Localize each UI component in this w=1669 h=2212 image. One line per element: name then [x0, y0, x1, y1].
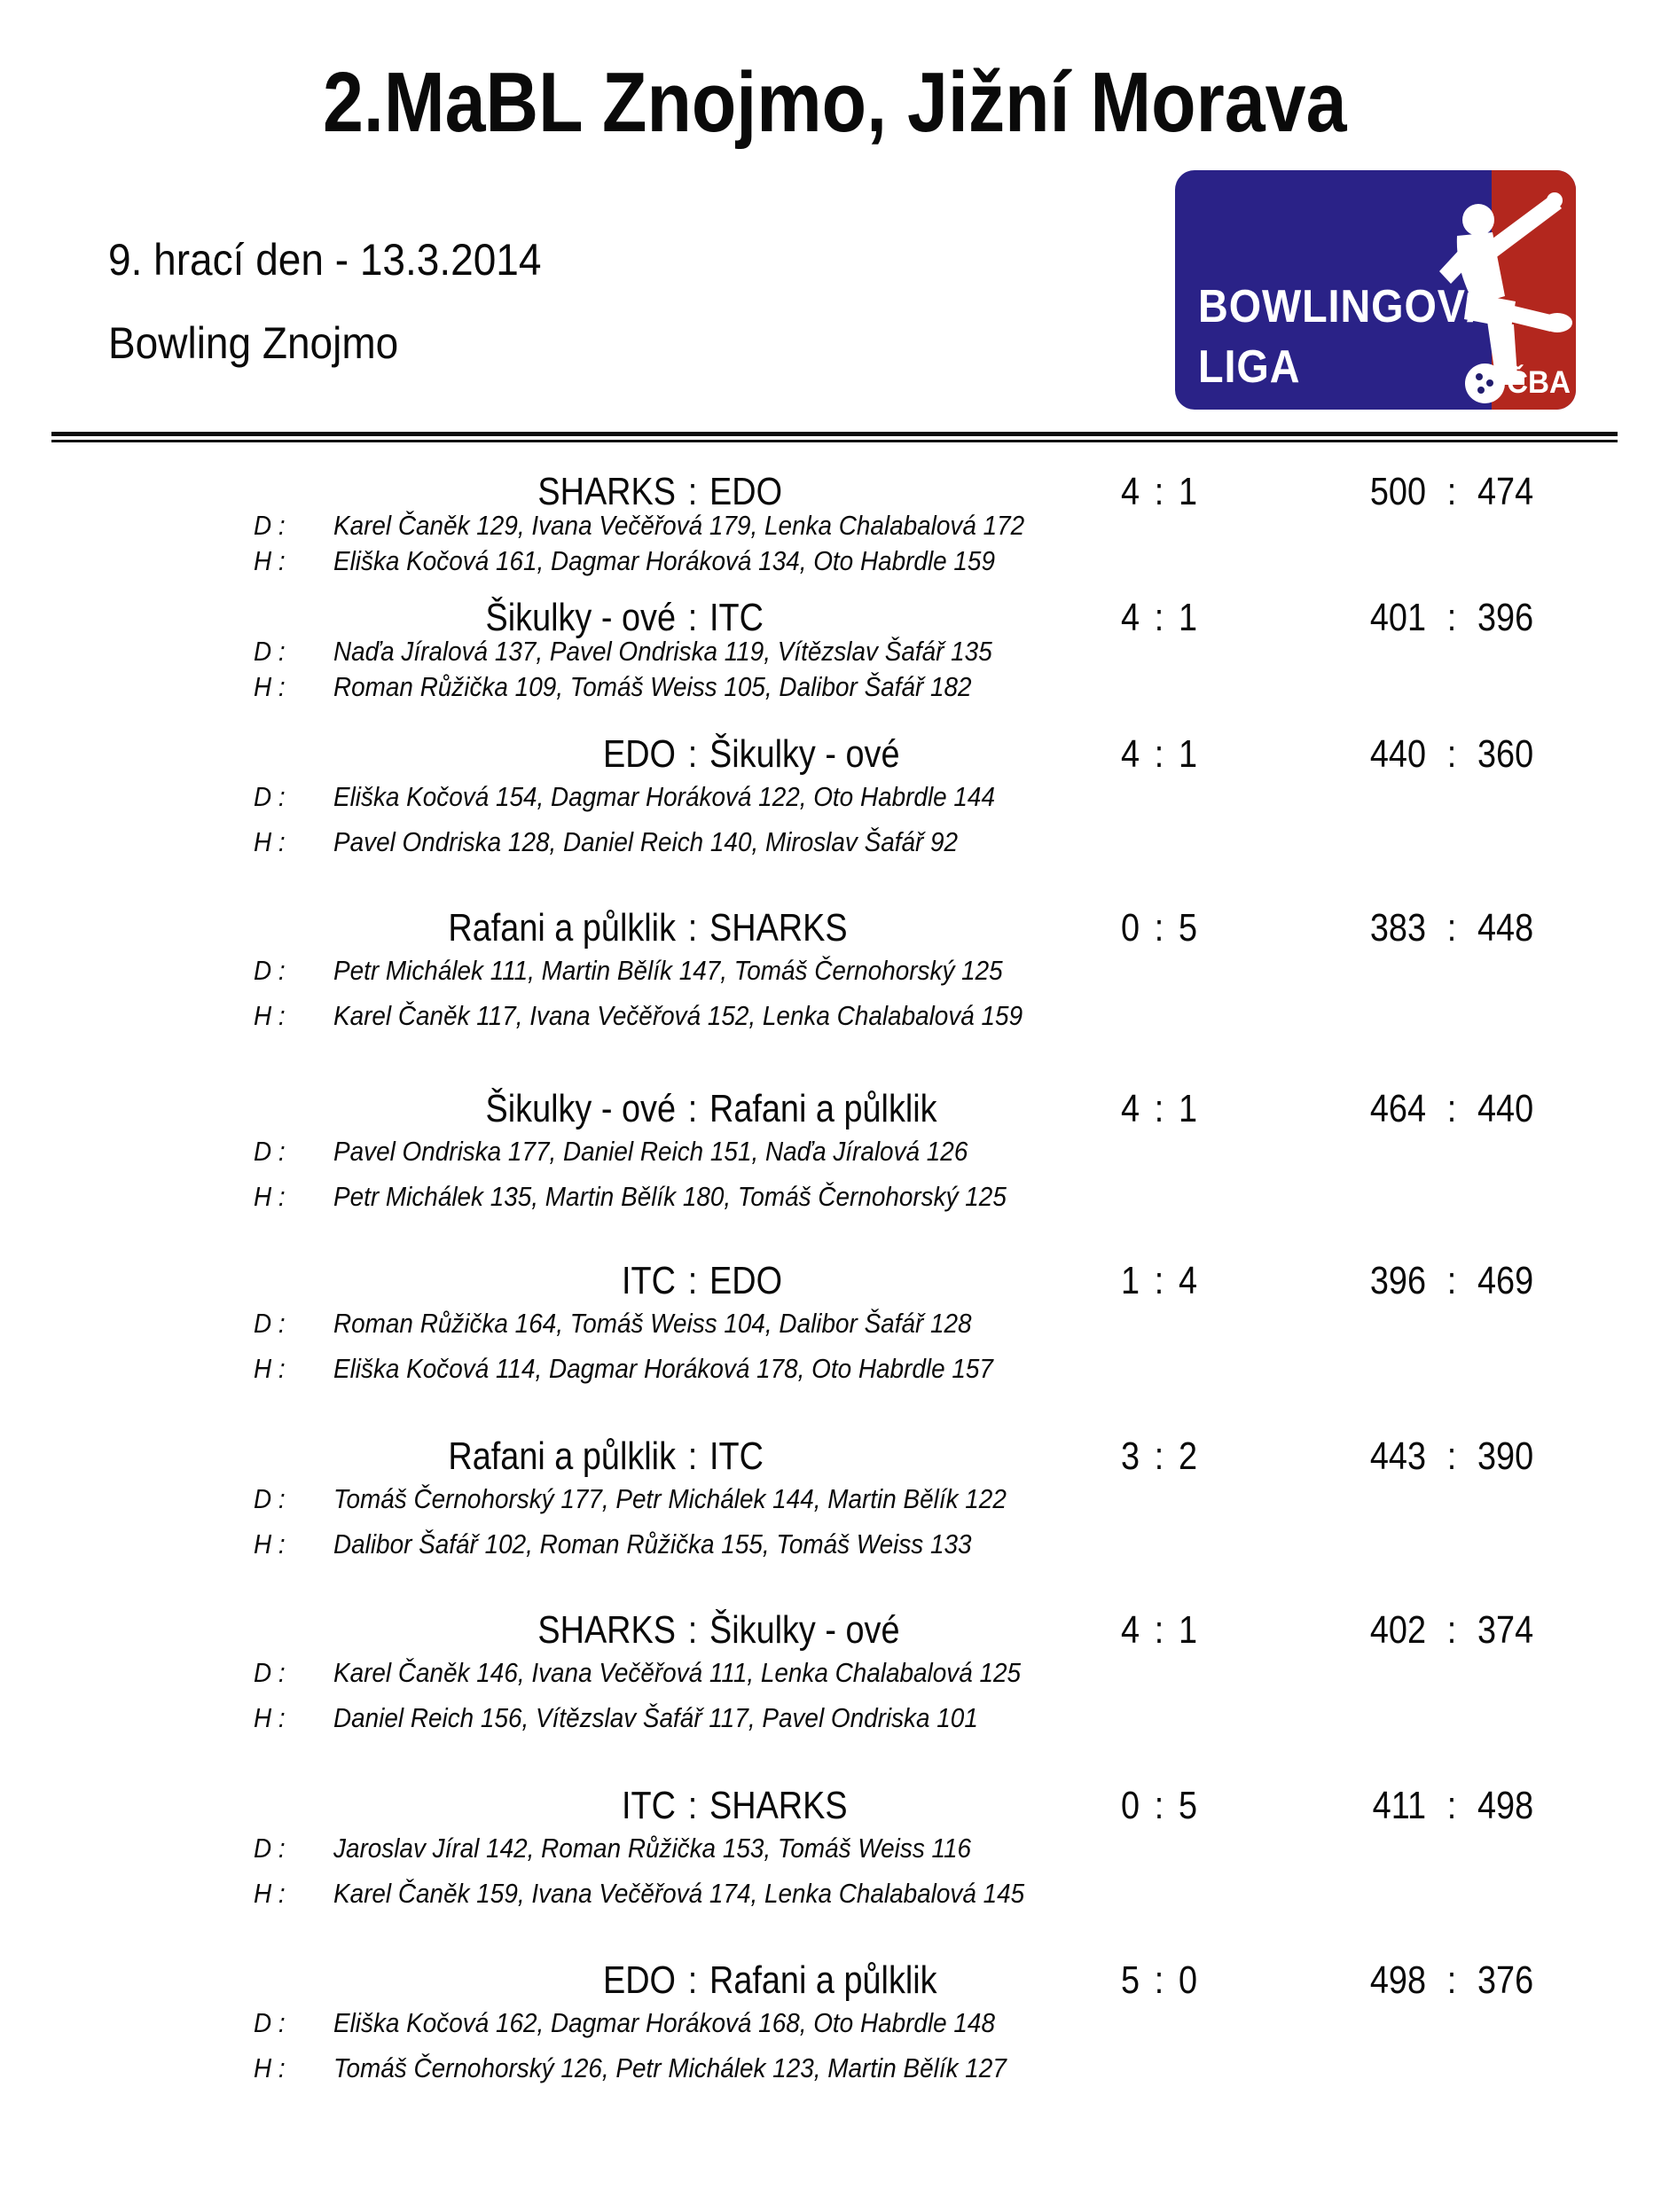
lineup-label-h: H :: [254, 1353, 286, 1384]
sets-away: 1: [1179, 1087, 1198, 1130]
lineup-players-h: Karel Čaněk 117, Ivana Večěřová 152, Lenka Chalabalová 159: [333, 1000, 1023, 1031]
lineup-label-d: D :: [254, 1483, 286, 1514]
lineup-players-h: Eliška Kočová 161, Dagmar Horáková 134, Oto Habrdle 159: [333, 545, 995, 576]
lineup-players-h: Tomáš Černohorský 126, Petr Michálek 123, Martin Bělík 127: [333, 2052, 1007, 2083]
pins-away: 448: [1477, 906, 1534, 950]
match-title-row: [0, 470, 1669, 514]
lineup-label-h: H :: [254, 1181, 286, 1212]
lineup-label-d: D :: [254, 1657, 286, 1688]
sets-home: 4: [1120, 596, 1140, 639]
match-title-row: [0, 906, 1669, 950]
lineup-players-h: Eliška Kočová 114, Dagmar Horáková 178, Oto Habrdle 157: [333, 1353, 993, 1384]
pins-home: 402: [1369, 1608, 1426, 1652]
sets-colon: :: [1154, 470, 1164, 513]
away-team-name: EDO: [709, 1259, 783, 1302]
lineup-players-h: Dalibor Šafář 102, Roman Růžička 155, Tomáš Weiss 133: [333, 1528, 972, 1559]
subtitle-playday-text: 9. hrací den - 13.3.2014: [108, 235, 542, 285]
match-title-row: [0, 1434, 1669, 1479]
pins-colon: :: [1446, 1784, 1457, 1827]
team-colon: :: [687, 1784, 698, 1827]
lineup-players-d: Tomáš Černohorský 177, Petr Michálek 144, Martin Bělík 122: [333, 1483, 1007, 1514]
sets-colon: :: [1154, 1608, 1164, 1652]
lineup-players-d: Jaroslav Jíral 142, Roman Růžička 153, Tomáš Weiss 116: [333, 1833, 972, 1864]
lineup-label-h: H :: [254, 1000, 286, 1031]
lineup-label-h: H :: [254, 545, 286, 576]
pins-home: 443: [1369, 1434, 1426, 1478]
match-title-row: [0, 1087, 1669, 1131]
team-colon: :: [687, 1958, 698, 2002]
match-title-row: [0, 1608, 1669, 1653]
pins-away: 498: [1477, 1784, 1534, 1827]
sets-away: 1: [1179, 470, 1198, 513]
sets-colon: :: [1154, 1259, 1164, 1302]
subtitle-venue-text: Bowling Znojmo: [108, 318, 399, 368]
lineup-players-d: Karel Čaněk 146, Ivana Večěřová 111, Lenka Chalabalová 125: [333, 1657, 1022, 1688]
home-team-name: ITC: [622, 1259, 676, 1302]
lineup-players-d: Petr Michálek 111, Martin Bělík 147, Tomáš Černohorský 125: [333, 955, 1003, 986]
sets-away: 0: [1179, 1958, 1198, 2002]
pins-home: 440: [1369, 732, 1426, 776]
cba-badge: ČBA: [1507, 365, 1571, 400]
match-title-row: [0, 1784, 1669, 1828]
pins-away: 440: [1477, 1087, 1534, 1130]
home-team-name: Rafani a půlklik: [448, 906, 676, 950]
team-colon: :: [687, 1608, 698, 1652]
pins-colon: :: [1446, 1434, 1457, 1478]
pins-away: 396: [1477, 596, 1534, 639]
away-team-name: Rafani a půlklik: [709, 1958, 937, 2002]
sets-colon: :: [1154, 732, 1164, 776]
home-team-name: EDO: [602, 732, 676, 776]
lineup-label-d: D :: [254, 510, 286, 541]
home-team-name: SHARKS: [537, 1608, 676, 1652]
sets-away: 5: [1179, 1784, 1198, 1827]
logo-wordmark-line2: LIGA: [1198, 341, 1301, 393]
lineup-label-h: H :: [254, 1702, 286, 1733]
lineup-players-d: Pavel Ondriska 177, Daniel Reich 151, Naďa Jíralová 126: [333, 1136, 968, 1167]
away-team-name: Rafani a půlklik: [709, 1087, 937, 1130]
match-title-row: [0, 1958, 1669, 2003]
pins-away: 474: [1477, 470, 1534, 513]
sets-colon: :: [1154, 1784, 1164, 1827]
pins-home: 464: [1369, 1087, 1426, 1130]
pins-colon: :: [1446, 596, 1457, 639]
match-row: [0, 1259, 1669, 1410]
home-team-name: Šikulky - ové: [485, 596, 676, 639]
team-colon: :: [687, 1259, 698, 1302]
pins-colon: :: [1446, 1259, 1457, 1302]
sets-home: 3: [1120, 1434, 1140, 1478]
sets-away: 1: [1179, 732, 1198, 776]
away-team-name: SHARKS: [709, 1784, 848, 1827]
away-team-name: Šikulky - ové: [709, 732, 900, 776]
match-row: [0, 596, 1669, 746]
sets-colon: :: [1154, 1958, 1164, 2002]
sets-away: 1: [1179, 596, 1198, 639]
pins-colon: :: [1446, 1958, 1457, 2002]
away-team-name: Šikulky - ové: [709, 1608, 900, 1652]
lineup-label-h: H :: [254, 826, 286, 857]
pins-home: 383: [1369, 906, 1426, 950]
lineup-label-h: H :: [254, 2052, 286, 2083]
match-title-row: [0, 732, 1669, 777]
team-colon: :: [687, 732, 698, 776]
lineup-players-d: Naďa Jíralová 137, Pavel Ondriska 119, Vítězslav Šafář 135: [333, 636, 992, 667]
pins-colon: :: [1446, 732, 1457, 776]
match-title-row: [0, 596, 1669, 640]
sets-colon: :: [1154, 1087, 1164, 1130]
lineup-label-d: D :: [254, 781, 286, 812]
logo-wordmark-line1: BOWLINGOVÁ: [1198, 281, 1497, 332]
lineup-players-h: Roman Růžička 109, Tomáš Weiss 105, Dalibor Šafář 182: [333, 671, 972, 702]
sets-home: 4: [1120, 470, 1140, 513]
pins-away: 469: [1477, 1259, 1534, 1302]
sets-home: 1: [1120, 1259, 1140, 1302]
pins-home: 500: [1369, 470, 1426, 513]
lineup-players-h: Daniel Reich 156, Vítězslav Šafář 117, Pavel Ondriska 101: [333, 1702, 978, 1733]
pins-away: 376: [1477, 1958, 1534, 2002]
match-row: [0, 1784, 1669, 1935]
lineup-players-d: Karel Čaněk 129, Ivana Večěřová 179, Lenka Chalabalová 172: [333, 510, 1025, 541]
lineup-players-h: Pavel Ondriska 128, Daniel Reich 140, Miroslav Šafář 92: [333, 826, 959, 857]
lineup-label-d: D :: [254, 1833, 286, 1864]
team-colon: :: [687, 470, 698, 513]
team-colon: :: [687, 1434, 698, 1478]
home-team-name: SHARKS: [537, 470, 676, 513]
sets-home: 4: [1120, 732, 1140, 776]
pins-colon: :: [1446, 1608, 1457, 1652]
lineup-players-d: Eliška Kočová 162, Dagmar Horáková 168, Oto Habrdle 148: [333, 2007, 995, 2038]
home-team-name: EDO: [602, 1958, 676, 2002]
sets-away: 1: [1179, 1608, 1198, 1652]
sets-home: 4: [1120, 1608, 1140, 1652]
match-row: [0, 1087, 1669, 1238]
home-team-name: Šikulky - ové: [485, 1087, 676, 1130]
lineup-label-d: D :: [254, 2007, 286, 2038]
sets-colon: :: [1154, 906, 1164, 950]
lineup-label-d: D :: [254, 1136, 286, 1167]
lineup-players-d: Eliška Kočová 154, Dagmar Horáková 122, Oto Habrdle 144: [333, 781, 995, 812]
away-team-name: SHARKS: [709, 906, 848, 950]
pins-home: 498: [1369, 1958, 1426, 2002]
lineup-label-h: H :: [254, 671, 286, 702]
sets-away: 4: [1179, 1259, 1198, 1302]
pins-colon: :: [1446, 906, 1457, 950]
lineup-players-h: Petr Michálek 135, Martin Bělík 180, Tomáš Černohorský 125: [333, 1181, 1007, 1212]
team-colon: :: [687, 906, 698, 950]
match-row: [0, 906, 1669, 1057]
pins-home: 411: [1372, 1784, 1426, 1827]
lineup-label-d: D :: [254, 1308, 286, 1339]
home-team-name: Rafani a půlklik: [448, 1434, 676, 1478]
pins-home: 401: [1369, 596, 1426, 639]
match-title-row: [0, 1259, 1669, 1303]
lineup-label-d: D :: [254, 636, 286, 667]
away-team-name: ITC: [709, 596, 764, 639]
pins-colon: :: [1446, 470, 1457, 513]
pins-away: 390: [1477, 1434, 1534, 1478]
match-row: [0, 1434, 1669, 1585]
sets-colon: :: [1154, 1434, 1164, 1478]
sets-home: 0: [1120, 1784, 1140, 1827]
page-title-text: 2.MaBL Znojmo, Jižní Morava: [322, 55, 1347, 150]
match-row: [0, 1608, 1669, 1759]
pins-colon: :: [1446, 1087, 1457, 1130]
away-team-name: ITC: [709, 1434, 764, 1478]
pins-home: 396: [1369, 1259, 1426, 1302]
team-colon: :: [687, 1087, 698, 1130]
lineup-label-h: H :: [254, 1528, 286, 1559]
sets-home: 4: [1120, 1087, 1140, 1130]
lineup-label-h: H :: [254, 1878, 286, 1909]
sets-colon: :: [1154, 596, 1164, 639]
sets-away: 5: [1179, 906, 1198, 950]
sets-away: 2: [1179, 1434, 1198, 1478]
away-team-name: EDO: [709, 470, 783, 513]
match-row: [0, 1958, 1669, 2109]
sets-home: 5: [1120, 1958, 1140, 2002]
lineup-label-d: D :: [254, 955, 286, 986]
lineup-players-d: Roman Růžička 164, Tomáš Weiss 104, Dalibor Šafář 128: [333, 1308, 972, 1339]
sets-home: 0: [1120, 906, 1140, 950]
match-row: [0, 732, 1669, 883]
pins-away: 360: [1477, 732, 1534, 776]
lineup-players-h: Karel Čaněk 159, Ivana Večěřová 174, Lenka Chalabalová 145: [333, 1878, 1025, 1909]
home-team-name: ITC: [622, 1784, 676, 1827]
pins-away: 374: [1477, 1608, 1534, 1652]
team-colon: :: [687, 596, 698, 639]
